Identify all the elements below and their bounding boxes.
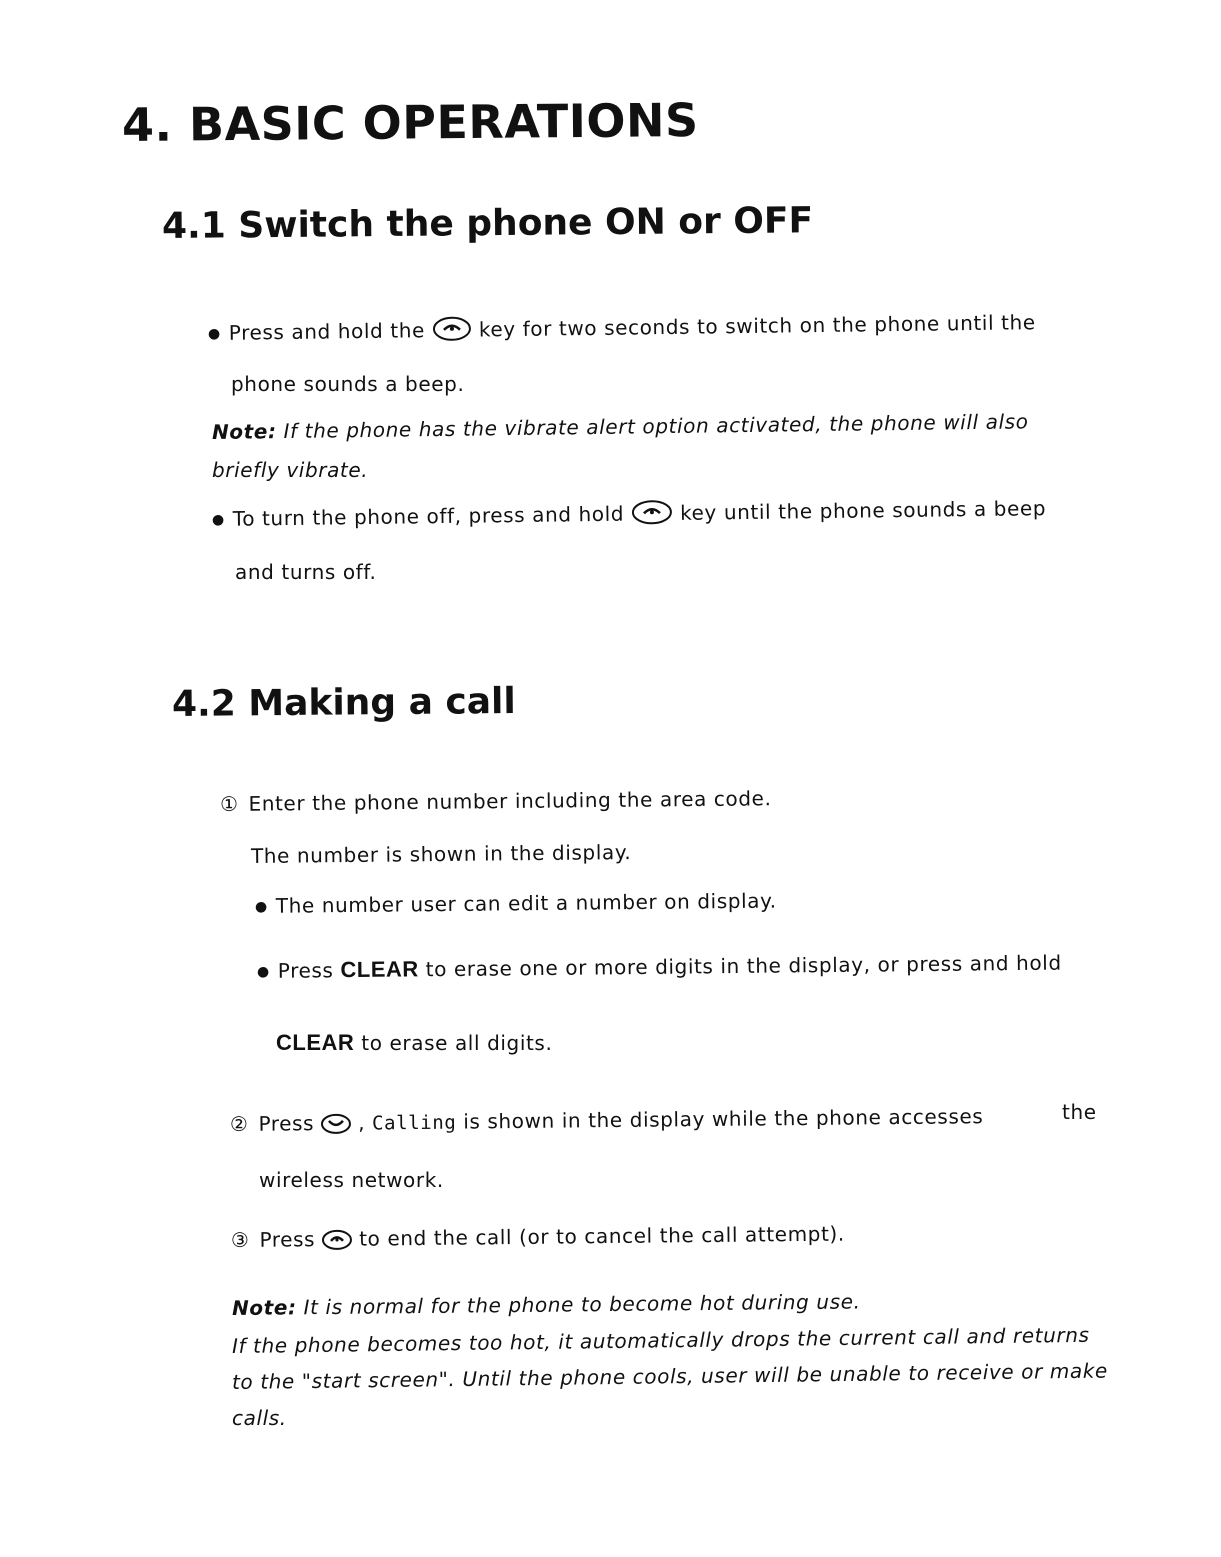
step1: ① Enter the phone number including the area code. — [219, 786, 772, 816]
section-41-bullet1-line2: phone sounds a beep. — [231, 372, 465, 396]
section-41-note-line2: briefly vibrate. — [212, 458, 369, 482]
end-call-key-icon — [321, 1228, 353, 1257]
section-41-bullet1: ● Press and hold the key for two seconds to switch on the phone until the — [208, 307, 1036, 351]
clear-key-label: CLEAR — [340, 956, 419, 983]
section-42-note-line4: calls. — [232, 1406, 287, 1430]
step2: ② Press , Calling is shown in the display while the phone accesses — [230, 1104, 984, 1142]
bullet-dot: ● — [211, 511, 225, 528]
section-42-note-line3: to the "start screen". Until the phone cools, user will be unable to receive or make — [231, 1358, 1109, 1394]
clear-key-label: CLEAR — [276, 1030, 355, 1055]
section-41-bullet2-line2: and turns off. — [235, 560, 377, 584]
bullet-dot: ● — [207, 325, 221, 342]
calling-status-text: Calling — [371, 1111, 457, 1135]
step3: ③ Press to end the call (or to cancel the call attempt). — [231, 1222, 845, 1258]
section-41-bullet2: ● To turn the phone off, press and hold key until the phone sounds a beep — [211, 496, 1047, 531]
step2-line2: wireless network. — [259, 1168, 444, 1192]
end-call-key-icon — [431, 315, 473, 349]
step1-sub: The number is shown in the display. — [250, 840, 632, 868]
end-call-key-icon — [630, 498, 674, 532]
sub-bullet1: ● The number user can edit a number on display. — [254, 888, 777, 918]
section-42-title: 4.2 Making a call — [171, 681, 516, 725]
chapter-title: 4. BASIC OPERATIONS — [121, 92, 699, 152]
send-call-key-icon — [320, 1112, 352, 1141]
section-41-note-line1: Note: If the phone has the vibrate alert option activated, the phone will also — [211, 409, 1029, 444]
sub-bullet2: ● Press CLEAR to erase one or more digits in the display, or press and hold — [256, 950, 1062, 983]
bullet-dot: ● — [254, 898, 268, 915]
bullet-dot: ● — [256, 963, 270, 980]
sub-bullet2-line2: CLEAR to erase all digits. — [276, 1030, 553, 1055]
section-42-note-line1: Note: It is normal for the phone to become hot during use. — [231, 1289, 861, 1320]
section-41-title: 4.1 Switch the phone ON or OFF — [161, 200, 814, 247]
step2-the: the — [1062, 1100, 1097, 1124]
section-42-note-line2: If the phone becomes too hot, it automatically drops the current call and returns — [231, 1322, 1090, 1358]
